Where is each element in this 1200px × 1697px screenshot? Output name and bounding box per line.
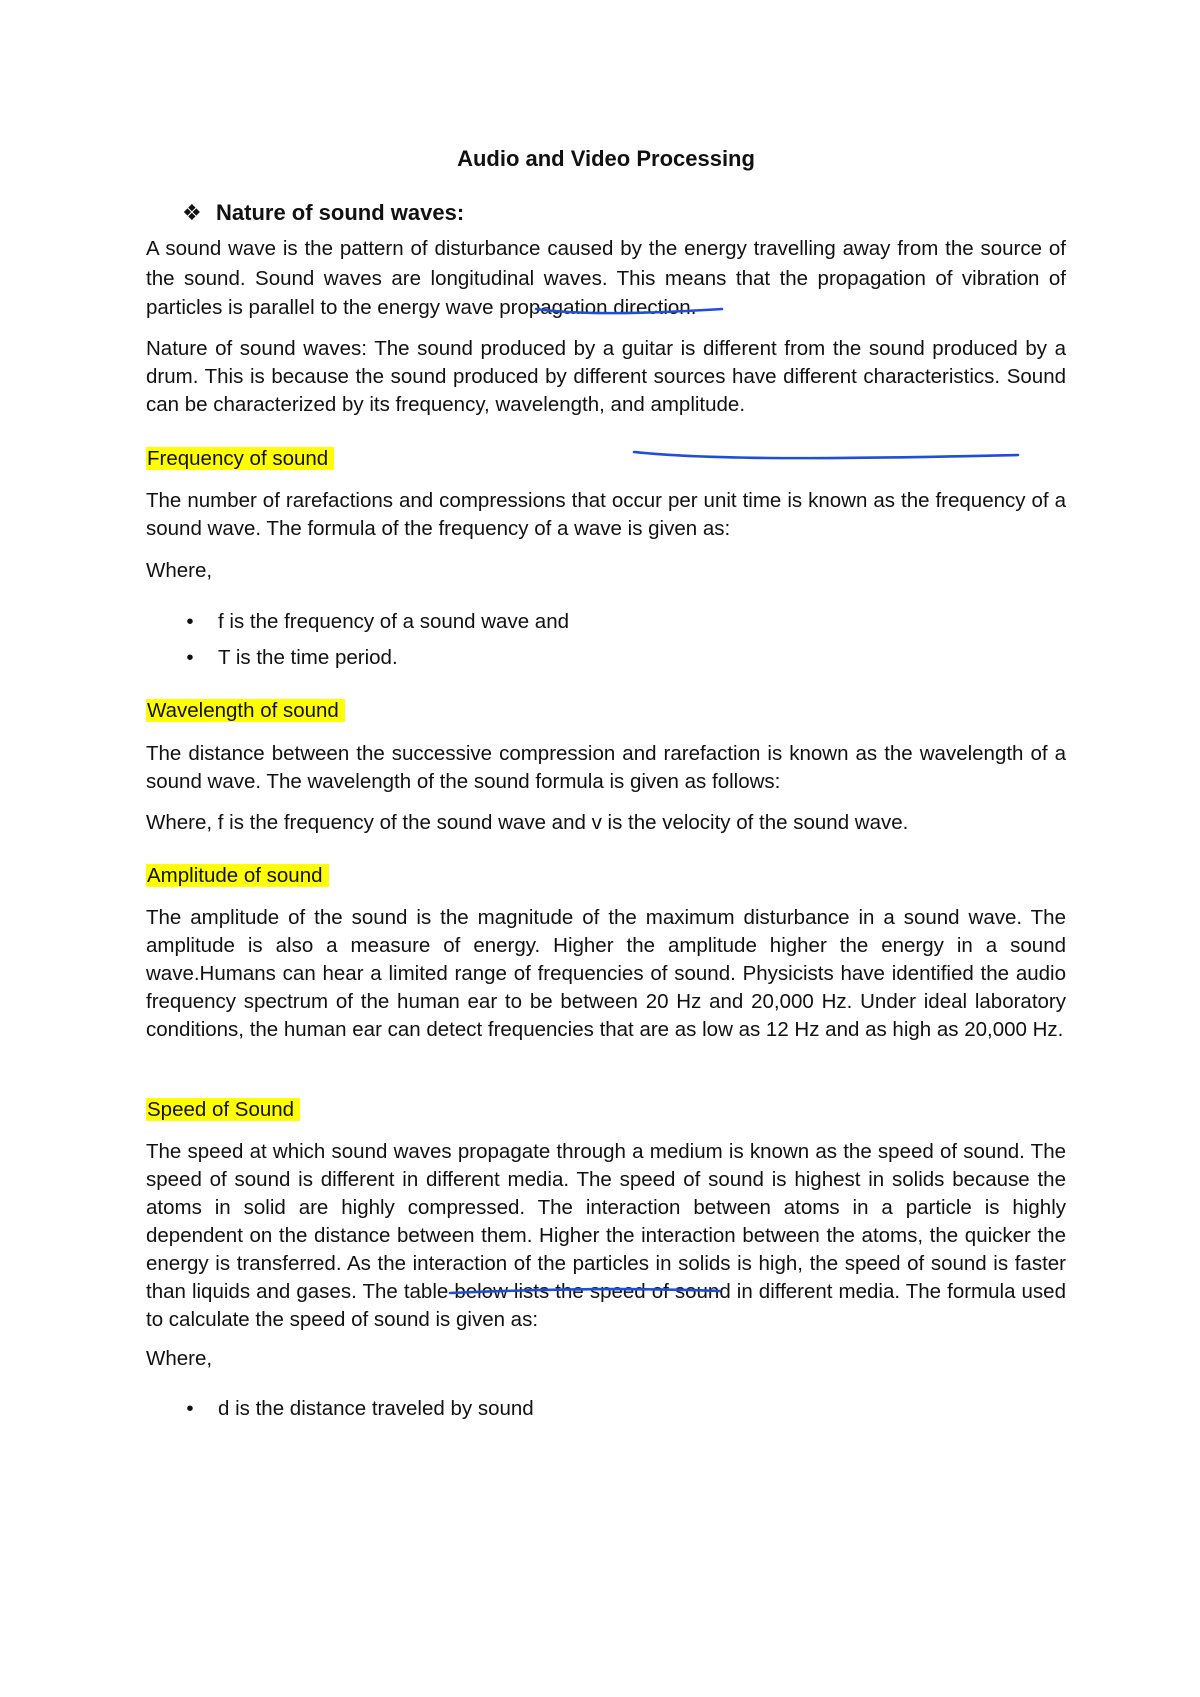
list-item: [182, 1395, 534, 1431]
section-heading: [182, 200, 464, 226]
intro-paragraph-1: A sound wave is the pattern of disturbance caused by the energy travelling away from the source of the sound. Sound waves are longitudinal waves. This means that the propagation of vibration of particles is parallel to the energy wave propagation direction.: [146, 237, 1066, 319]
bullet-icon: •: [186, 646, 194, 669]
speed-heading: [146, 1097, 300, 1123]
speed-where: Where,: [146, 1347, 213, 1370]
speed-paragraph: The speed at which sound waves propagate through a medium is known as the speed of sound. The speed of sound is different in different media. The speed of sound is highest in solids because the atoms in solid are highly compressed. The interaction between atoms in a particle is highly dependent on the distance between them. Higher the interaction between the atoms, the quicker the energy is transferred. As the interaction of the particles in solids is high, the speed of sound is faster than liquids and gases. The table below lists the speed of sound in different media. The formula used to calculate the speed of sound is given as:: [146, 1140, 1066, 1331]
diamond-bullet-icon: ❖: [182, 200, 202, 225]
wavelength-where: Where, f is the frequency of the sound wave and v is the velocity of the sound wave.: [146, 811, 909, 834]
bullet-icon: •: [186, 610, 194, 633]
list-item-text: f is the frequency of a sound wave and: [218, 610, 570, 633]
speed-heading-text: Speed of Sound: [146, 1098, 300, 1121]
frequency-paragraph: The number of rarefactions and compressions that occur per unit time is known as the frequency of a sound wave. The formula of the frequency of a wave is given as:: [146, 489, 1066, 540]
frequency-heading-text: Frequency of sound: [146, 447, 334, 470]
frequency-heading: [146, 446, 334, 472]
list-item: [182, 644, 569, 680]
intro-paragraph-2: Nature of sound waves: The sound produced by a guitar is different from the sound produced by a drum. This is because the sound produced by different sources have different characteristics. Sound can be characterized by its frequency, wavelength, and amplitude.: [146, 337, 1066, 416]
list-item-text: T is the time period.: [218, 646, 398, 669]
wavelength-paragraph: The distance between the successive compression and rarefaction is known as the wavelength of a sound wave. The wavelength of the sound formula is given as follows:: [146, 742, 1066, 793]
wavelength-heading-text: Wavelength of sound: [146, 699, 345, 722]
bullet-icon: •: [186, 1397, 194, 1420]
section-heading-text: Nature of sound waves:: [216, 200, 465, 225]
list-item: [182, 608, 569, 644]
amplitude-paragraph: The amplitude of the sound is the magnitude of the maximum disturbance in a sound wave. The amplitude is also a measure of energy. Higher the amplitude higher the energy in a sound wave.Humans can hear a limited range of frequencies of sound. Physicists have identified the audio frequency spectrum of the human ear to be between 20 Hz and 20,000 Hz. Under ideal laboratory conditions, the human ear can detect frequencies that are as low as 12 Hz and as high as 20,000 Hz.: [146, 906, 1066, 1041]
list-item-text: d is the distance traveled by sound: [218, 1397, 534, 1420]
frequency-bullet-list: [182, 608, 569, 680]
amplitude-heading: [146, 863, 329, 889]
pen-underline-characteristics: [634, 452, 1018, 458]
speed-bullet-list: [182, 1395, 534, 1431]
document-title: Audio and Video Processing: [457, 146, 755, 171]
wavelength-heading: [146, 698, 345, 724]
amplitude-heading-text: Amplitude of sound: [146, 864, 329, 887]
frequency-where: Where,: [146, 559, 213, 582]
